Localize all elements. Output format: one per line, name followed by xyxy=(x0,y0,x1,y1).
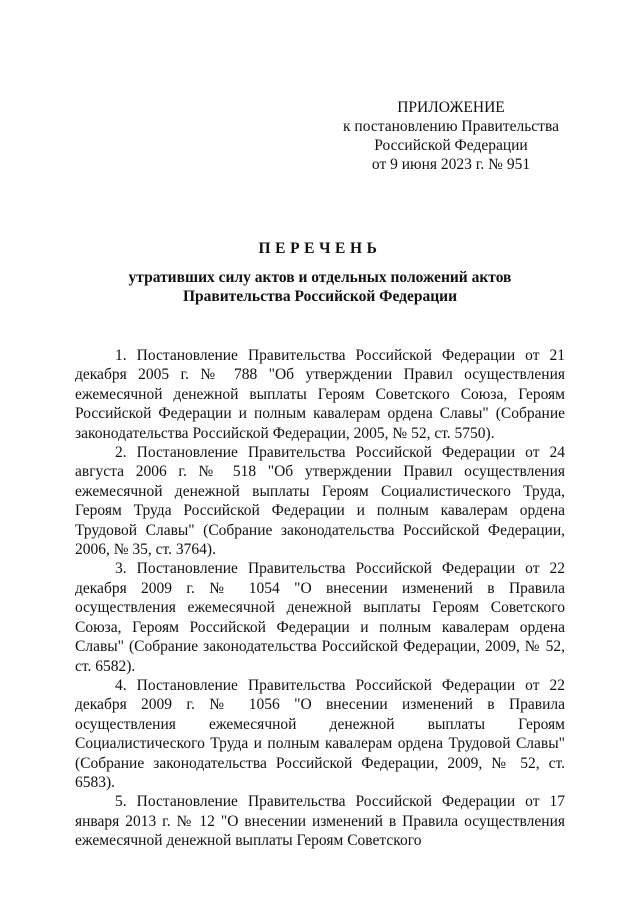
list-item-1: 1. Постановление Правительства Российской Федерации от 21 декабря 2005 г. № 788 "Об утверждении Правил осуществления ежемесячной денежной выплаты Героям Советского Союза, Героям Российской Федерации и полным кавалерам ордена Славы" (Собрание законодательства Российской Федерации, 2005, № 52, ст. 5750). xyxy=(75,347,565,442)
list-item-2: 2. Постановление Правительства Российской Федерации от 24 августа 2006 г. № 518 "Об утверждении Правил осуществления ежемесячной денежной выплаты Героям Социалистического Труда, Героям Труда Российской Федерации и полным кавалерам ордена Трудовой Славы" (Собрание законодательства Российской Федерации, 2006, № 35, ст. 3764). xyxy=(75,444,565,559)
appendix-heading: ПРИЛОЖЕНИЕ xyxy=(397,99,505,116)
document-body xyxy=(75,346,565,851)
appendix-line-3: от 9 июня 2023 г. № 951 xyxy=(371,156,531,173)
list-item-4: 4. Постановление Правительства Российской Федерации от 22 декабря 2009 г. № 1056 "О внесении изменений в Правила осуществления ежемесячной денежной выплаты Героям Социалистического Труда и полным кавалерам ордена Трудовой Славы" (Собрание законодательства Российской Федерации, 2009, № 52, ст. 6583). xyxy=(75,676,565,791)
appendix-line-1: к постановлению Правительства xyxy=(343,118,559,135)
list-item-3: 3. Постановление Правительства Российской Федерации от 22 декабря 2009 г. № 1054 "О внесении изменений в Правила осуществления ежемесячной денежной выплаты Героям Советского Союза, Героям Российской Федерации и полным кавалерам ордена Славы" (Собрание законодательства Российской Федерации, 2009, № 52, ст. 6582). xyxy=(75,560,565,675)
document-subtitle xyxy=(0,268,640,306)
appendix-block xyxy=(336,98,566,174)
subtitle-line-2: Правительства Российской Федерации xyxy=(182,288,458,305)
subtitle-line-1: утративших силу актов и отдельных положений актов xyxy=(128,269,512,286)
appendix-line-2: Российской Федерации xyxy=(374,137,528,154)
list-item-5: 5. Постановление Правительства Российской Федерации от 17 января 2013 г. № 12 "О внесении изменений в Правила осуществления ежемесячной денежной выплаты Героям Советского xyxy=(75,793,565,850)
document-title: ПЕРЕЧЕНЬ xyxy=(258,240,382,257)
